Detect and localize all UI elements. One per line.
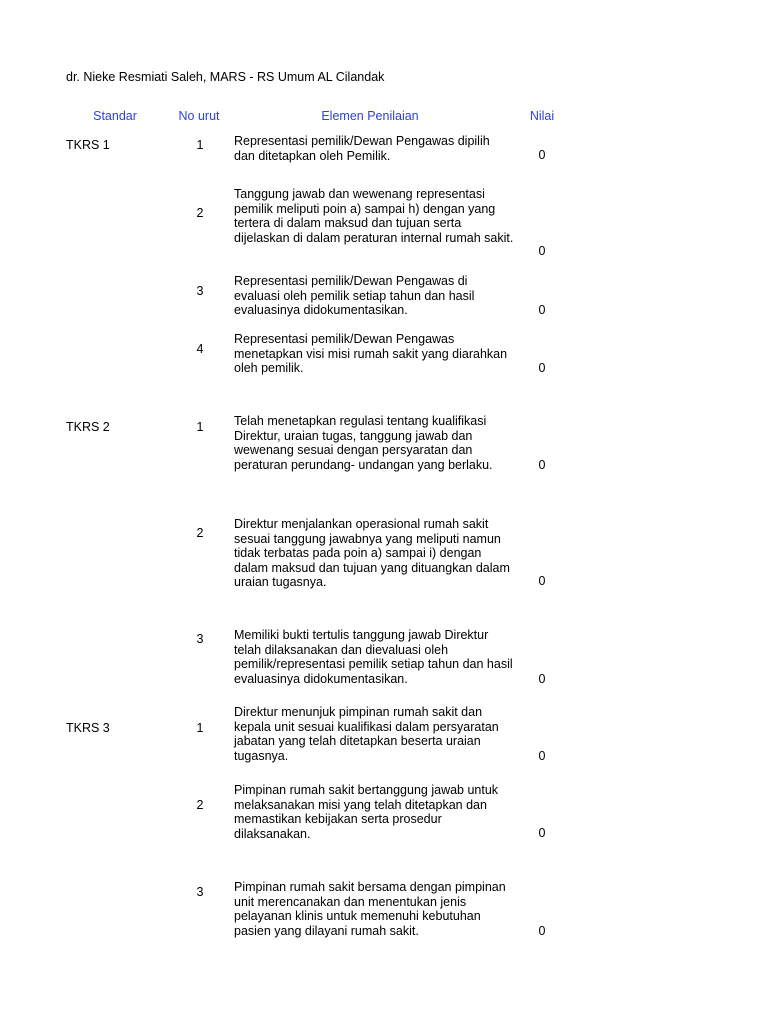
standar-cell: TKRS 2 [66, 420, 110, 434]
elemen-penilaian-cell: Memiliki bukti tertulis tanggung jawab Direktur telah dilaksanakan dan dievaluasi oleh pemilik/representasi pemilik setiap tahun dan hasil evaluasinya didokumentasikan. [234, 628, 513, 686]
elemen-penilaian-cell: Direktur menjalankan operasional rumah sakit sesuai tanggung jawabnya yang meliputi namun tidak terbatas pada poin a) sampai i) dengan dalam maksud dan tujuan yang dituangkan dalam uraian tugasnya. [234, 517, 510, 589]
elemen-penilaian-cell: Tanggung jawab dan wewenang representasi pemilik meliputi poin a) sampai h) dengan yang tertera di dalam maksud dan tujuan serta dijelaskan di dalam peraturan internal rumah sakit. [234, 187, 514, 245]
nilai-cell: 0 [538, 826, 546, 840]
no-urut-cell: 3 [196, 284, 204, 298]
standar-cell: TKRS 3 [66, 721, 110, 735]
nilai-cell: 0 [538, 749, 546, 763]
elemen-penilaian-cell: Telah menetapkan regulasi tentang kualifikasi Direktur, uraian tugas, tanggung jawab dan wewenang sesuai dengan persyaratan dan peraturan perundang- undangan yang berlaku. [234, 414, 493, 472]
no-urut-cell: 2 [196, 798, 204, 812]
column-header-standar: Standar [93, 109, 137, 123]
no-urut-cell: 2 [196, 206, 204, 220]
no-urut-cell: 1 [196, 138, 204, 152]
column-header-nilai: Nilai [529, 109, 555, 123]
elemen-penilaian-cell: Pimpinan rumah sakit bertanggung jawab untuk melaksanakan misi yang telah ditetapkan dan memastikan kebijakan serta prosedur dilaksanakan. [234, 783, 499, 841]
no-urut-cell: 3 [196, 885, 204, 899]
elemen-penilaian-cell: Representasi pemilik/Dewan Pengawas menetapkan visi misi rumah sakit yang diarahkan oleh pemilik. [234, 332, 508, 375]
standar-cell: TKRS 1 [66, 138, 110, 152]
no-urut-cell: 1 [196, 721, 204, 735]
nilai-cell: 0 [538, 303, 546, 317]
document-title: dr. Nieke Resmiati Saleh, MARS - RS Umum AL Cilandak [66, 70, 385, 84]
nilai-cell: 0 [538, 148, 546, 162]
elemen-penilaian-cell: Pimpinan rumah sakit bersama dengan pimpinan unit merencanakan dan menentukan jenis pelayanan klinis untuk memenuhi kebutuhan pasien yang dilayani rumah sakit. [234, 880, 506, 938]
column-header-no-urut: No urut [178, 109, 220, 123]
nilai-cell: 0 [538, 924, 546, 938]
nilai-cell: 0 [538, 244, 546, 258]
no-urut-cell: 3 [196, 632, 204, 646]
elemen-penilaian-cell: Representasi pemilik/Dewan Pengawas di evaluasi oleh pemilik setiap tahun dan hasil evaluasinya didokumentasikan. [234, 274, 475, 317]
nilai-cell: 0 [538, 361, 546, 375]
no-urut-cell: 1 [196, 420, 204, 434]
elemen-penilaian-cell: Representasi pemilik/Dewan Pengawas dipilih dan ditetapkan oleh Pemilik. [234, 134, 490, 163]
nilai-cell: 0 [538, 458, 546, 472]
nilai-cell: 0 [538, 574, 546, 588]
no-urut-cell: 4 [196, 342, 204, 356]
no-urut-cell: 2 [196, 526, 204, 540]
column-header-elemen-penilaian: Elemen Penilaian [321, 109, 419, 123]
elemen-penilaian-cell: Direktur menunjuk pimpinan rumah sakit dan kepala unit sesuai kualifikasi dalam persyaratan jabatan yang telah ditetapkan beserta uraian tugasnya. [234, 705, 499, 763]
nilai-cell: 0 [538, 672, 546, 686]
